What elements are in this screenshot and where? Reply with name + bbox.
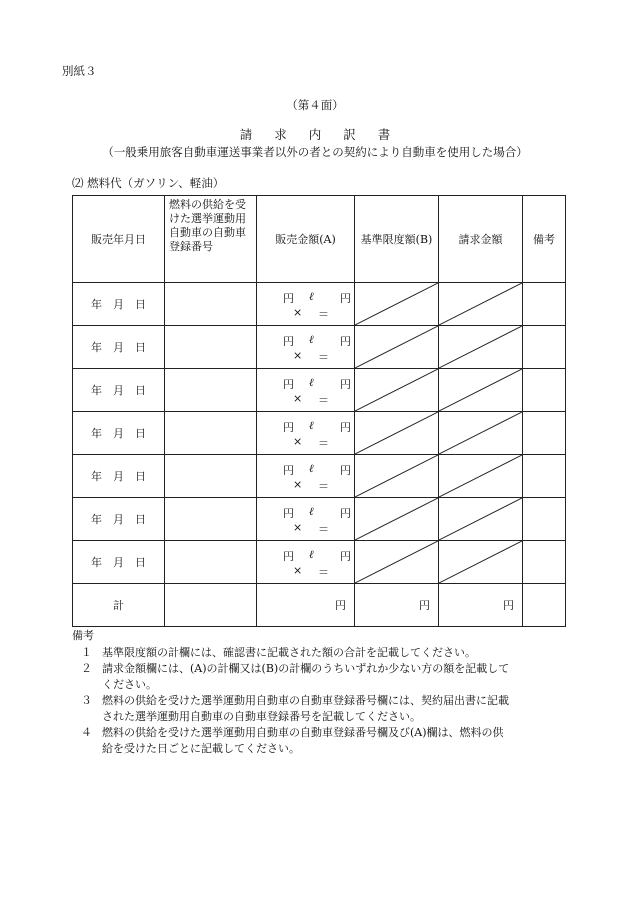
- note-item: [72, 661, 572, 693]
- vehicle-number-cell[interactable]: [165, 369, 257, 412]
- remarks-cell[interactable]: [523, 541, 566, 584]
- note-text-continued: 給を受けた日ごとに記載してください。: [102, 742, 300, 755]
- document-subtitle: （一般乗用旅客自動車運送事業者以外の者との契約により自動車を使用した場合）: [102, 145, 528, 159]
- col-header-vehicle-number: 燃料の供給を受けた選挙運動用自動車の自動車登録番号: [165, 196, 257, 283]
- yen-unit-2: 円: [340, 335, 351, 348]
- yen-unit-2: 円: [340, 550, 351, 563]
- claim-amount-cell-struck: [439, 326, 523, 369]
- note-number: １: [81, 646, 92, 659]
- note-number: ３: [81, 694, 92, 707]
- times-sign: ×: [293, 435, 303, 448]
- limit-amount-cell-struck: [355, 498, 439, 541]
- total-row: [73, 584, 566, 627]
- vehicle-number-cell[interactable]: [165, 498, 257, 541]
- yen-unit: 円: [283, 421, 294, 434]
- claim-amount-cell-struck: [439, 541, 523, 584]
- note-text: 燃料の供給を受けた選挙運動用自動車の自動車登録番号欄及び(A)欄は、燃料の供: [102, 726, 504, 739]
- sales-amount-cell[interactable]: [257, 326, 355, 369]
- claim-amount-cell-struck: [439, 412, 523, 455]
- equals-sign: ＝: [318, 351, 329, 364]
- sale-date-cell[interactable]: 年 月 日: [73, 541, 165, 584]
- vehicle-number-cell[interactable]: [165, 283, 257, 326]
- sales-amount-cell[interactable]: [257, 412, 355, 455]
- total-label: 計: [73, 584, 165, 627]
- fuel-cost-table: [72, 195, 566, 627]
- liter-unit: ℓ: [309, 290, 314, 303]
- equals-sign: ＝: [318, 437, 329, 450]
- yen-unit: 円: [283, 550, 294, 563]
- col-header-sale-date: 販売年月日: [73, 196, 165, 283]
- times-sign: ×: [293, 521, 303, 534]
- note-number: ４: [81, 726, 92, 739]
- note-item: [72, 725, 572, 757]
- equals-sign: ＝: [318, 566, 329, 579]
- table-row: [73, 369, 566, 412]
- table-row: [73, 541, 566, 584]
- claim-amount-cell-struck: [439, 369, 523, 412]
- yen-unit-2: 円: [340, 464, 351, 477]
- yen-unit: 円: [283, 464, 294, 477]
- remarks-cell[interactable]: [523, 326, 566, 369]
- times-sign: ×: [293, 349, 303, 362]
- notes-title: 備考: [72, 629, 94, 642]
- remarks-cell[interactable]: [523, 283, 566, 326]
- table-row: [73, 326, 566, 369]
- col-header-limit-amount: 基準限度額(B): [355, 196, 439, 283]
- page-label: （第４面）: [286, 98, 344, 112]
- attachment-label: 別紙３: [62, 64, 97, 78]
- claim-amount-cell-struck: [439, 283, 523, 326]
- liter-unit: ℓ: [309, 505, 314, 518]
- yen-unit: 円: [283, 507, 294, 520]
- sales-amount-cell[interactable]: [257, 541, 355, 584]
- yen-unit: 円: [283, 378, 294, 391]
- note-text-continued: ください。: [102, 678, 157, 691]
- sales-amount-cell[interactable]: [257, 369, 355, 412]
- yen-unit-2: 円: [340, 421, 351, 434]
- sale-date-cell[interactable]: 年 月 日: [73, 369, 165, 412]
- equals-sign: ＝: [318, 523, 329, 536]
- total-sales-yen[interactable]: 円: [257, 584, 355, 627]
- remarks-cell[interactable]: [523, 369, 566, 412]
- liter-unit: ℓ: [309, 376, 314, 389]
- note-number: ２: [81, 662, 92, 675]
- remarks-cell[interactable]: [523, 455, 566, 498]
- limit-amount-cell-struck: [355, 283, 439, 326]
- table-row: [73, 455, 566, 498]
- liter-unit: ℓ: [309, 419, 314, 432]
- table-row: [73, 412, 566, 455]
- sale-date-cell[interactable]: 年 月 日: [73, 283, 165, 326]
- yen-unit-2: 円: [340, 378, 351, 391]
- col-header-claim-amount: 請求金額: [439, 196, 523, 283]
- sale-date-cell[interactable]: 年 月 日: [73, 412, 165, 455]
- liter-unit: ℓ: [309, 333, 314, 346]
- yen-unit: 円: [283, 292, 294, 305]
- sales-amount-cell[interactable]: [257, 283, 355, 326]
- sale-date-cell[interactable]: 年 月 日: [73, 498, 165, 541]
- sale-date-cell[interactable]: 年 月 日: [73, 455, 165, 498]
- sales-amount-cell[interactable]: [257, 455, 355, 498]
- sale-date-cell[interactable]: 年 月 日: [73, 326, 165, 369]
- limit-amount-cell-struck: [355, 412, 439, 455]
- note-text: 基準限度額の計欄には、確認書に記載された額の合計を記載してください。: [102, 646, 476, 659]
- vehicle-number-cell[interactable]: [165, 541, 257, 584]
- total-remarks-cell[interactable]: [523, 584, 566, 627]
- total-limit-yen[interactable]: 円: [355, 584, 439, 627]
- table-row: [73, 283, 566, 326]
- remarks-cell[interactable]: [523, 498, 566, 541]
- claim-amount-cell-struck: [439, 498, 523, 541]
- note-text: 請求金額欄には、(A)の計欄又は(B)の計欄のうちいずれか少ない方の額を記載して: [102, 662, 510, 675]
- times-sign: ×: [293, 392, 303, 405]
- yen-unit-2: 円: [340, 292, 351, 305]
- table-row: [73, 498, 566, 541]
- vehicle-number-cell[interactable]: [165, 412, 257, 455]
- vehicle-number-cell[interactable]: [165, 326, 257, 369]
- note-text: 燃料の供給を受けた選挙運動用自動車の自動車登録番号欄には、契約届出書に記載: [102, 694, 509, 707]
- equals-sign: ＝: [318, 308, 329, 321]
- note-item: [72, 693, 572, 725]
- col-header-sales-amount: 販売金額(A): [257, 196, 355, 283]
- note-text-continued: された選挙運動用自動車の自動車登録番号を記載してください。: [102, 710, 421, 723]
- vehicle-number-cell[interactable]: [165, 455, 257, 498]
- liter-unit: ℓ: [309, 462, 314, 475]
- times-sign: ×: [293, 306, 303, 319]
- yen-unit: 円: [283, 335, 294, 348]
- times-sign: ×: [293, 478, 303, 491]
- yen-unit-2: 円: [340, 507, 351, 520]
- limit-amount-cell-struck: [355, 326, 439, 369]
- note-item: [72, 645, 572, 661]
- claim-amount-cell-struck: [439, 455, 523, 498]
- limit-amount-cell-struck: [355, 455, 439, 498]
- times-sign: ×: [293, 564, 303, 577]
- total-claim-yen[interactable]: 円: [439, 584, 523, 627]
- equals-sign: ＝: [318, 480, 329, 493]
- col-header-remarks: 備考: [523, 196, 566, 283]
- remarks-cell[interactable]: [523, 412, 566, 455]
- limit-amount-cell-struck: [355, 541, 439, 584]
- document-title: 請求内訳書: [239, 127, 413, 142]
- section-heading: ⑵ 燃料代（ガソリン、軽油）: [72, 176, 225, 190]
- total-vehicle-cell[interactable]: [165, 584, 257, 627]
- equals-sign: ＝: [318, 394, 329, 407]
- notes-section: [72, 628, 572, 757]
- sales-amount-cell[interactable]: [257, 498, 355, 541]
- liter-unit: ℓ: [309, 548, 314, 561]
- limit-amount-cell-struck: [355, 369, 439, 412]
